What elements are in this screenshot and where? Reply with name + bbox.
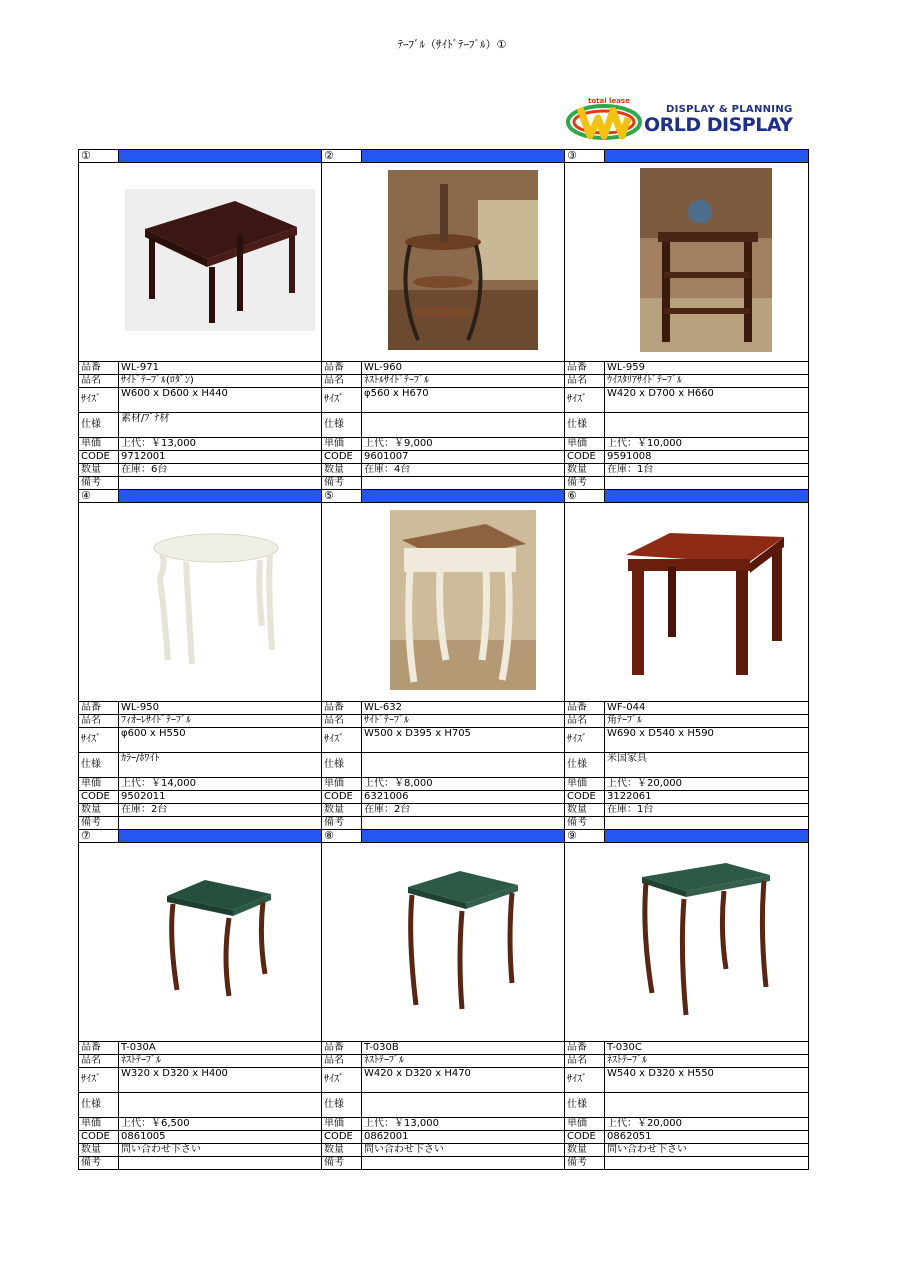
item-header-bar: [119, 830, 322, 843]
image-spacer: [565, 843, 605, 1042]
label-shiyou: 仕様: [79, 753, 119, 778]
item-notes-value: [119, 817, 322, 830]
world-display-logo: [566, 97, 806, 140]
label-hinban: 品番: [565, 702, 605, 715]
label-suuryou: 数量: [322, 464, 362, 477]
item-notes-value: [605, 1157, 809, 1170]
item-size-value: W540 x D320 x H550: [605, 1068, 809, 1093]
item-price-value: 上代：￥13,000: [119, 438, 322, 451]
label-size: ｻｲｽﾞ: [79, 388, 119, 413]
item-code-value: T-030B: [362, 1042, 565, 1055]
label-bikou: 備考: [565, 1157, 605, 1170]
label-shiyou: 仕様: [565, 753, 605, 778]
label-hinban: 品番: [79, 702, 119, 715]
label-suuryou: 数量: [565, 464, 605, 477]
item-quantity-value: 在庫：1台: [605, 464, 809, 477]
label-bikou: 備考: [79, 1157, 119, 1170]
item-size-value: W500 x D395 x H705: [362, 728, 565, 753]
product-image: [362, 843, 565, 1042]
label-tanka: 単価: [322, 778, 362, 791]
item-quantity-value: 在庫：1台: [605, 804, 809, 817]
label-hinban: 品番: [79, 362, 119, 375]
label-hinmei: 品名: [79, 375, 119, 388]
item-spec-value: [362, 753, 565, 778]
label-suuryou: 数量: [79, 1144, 119, 1157]
image-spacer: [565, 503, 605, 702]
label-tanka: 単価: [79, 438, 119, 451]
label-bikou: 備考: [565, 477, 605, 490]
item-code-value: WL-960: [362, 362, 565, 375]
image-spacer: [322, 163, 362, 362]
label-hinban: 品番: [322, 1042, 362, 1055]
label-tanka: 単価: [565, 778, 605, 791]
item-spec-value: 米国家具: [605, 753, 809, 778]
label-size: ｻｲｽﾞ: [565, 388, 605, 413]
item-quantity-value: 在庫：6台: [119, 464, 322, 477]
item-price-value: 上代：￥20,000: [605, 778, 809, 791]
item-header-bar: [119, 490, 322, 503]
label-shiyou: 仕様: [322, 413, 362, 438]
item-number: ①: [79, 150, 119, 163]
label-shiyou: 仕様: [565, 413, 605, 438]
item-size-value: W600 x D600 x H440: [119, 388, 322, 413]
label-suuryou: 数量: [565, 804, 605, 817]
item-code-value: WL-950: [119, 702, 322, 715]
item-notes-value: [605, 817, 809, 830]
logo-tagline: total lease: [588, 97, 630, 105]
label-shiyou: 仕様: [79, 1093, 119, 1118]
item-number: ⑥: [565, 490, 605, 503]
item-code-number: 6321006: [362, 791, 565, 804]
label-tanka: 単価: [322, 438, 362, 451]
item-spec-value: [605, 413, 809, 438]
item-number: ③: [565, 150, 605, 163]
label-hinban: 品番: [565, 362, 605, 375]
item-quantity-value: 在庫：2台: [362, 804, 565, 817]
label-hinmei: 品名: [79, 1055, 119, 1068]
dark-wood-square-table-image: [125, 189, 315, 335]
label-size: ｻｲｽﾞ: [322, 728, 362, 753]
label-code: CODE: [322, 1131, 362, 1144]
round-iron-side-table-image: [388, 170, 538, 354]
item-number: ⑨: [565, 830, 605, 843]
item-name-value: ｻｲﾄﾞﾃｰﾌﾞﾙ: [362, 715, 565, 728]
item-name-value: 角ﾃｰﾌﾞﾙ: [605, 715, 809, 728]
item-notes-value: [119, 477, 322, 490]
label-suuryou: 数量: [322, 804, 362, 817]
item-size-value: φ600 x H550: [119, 728, 322, 753]
product-table: [78, 149, 809, 1170]
label-code: CODE: [79, 1131, 119, 1144]
item-quantity-value: 在庫：4台: [362, 464, 565, 477]
item-header-bar: [362, 150, 565, 163]
item-name-value: ﾌｨｵｰﾚｻｲﾄﾞﾃｰﾌﾞﾙ: [119, 715, 322, 728]
label-suuryou: 数量: [79, 464, 119, 477]
label-hinmei: 品名: [322, 1055, 362, 1068]
white-wood-top-table-image: [390, 510, 536, 694]
item-code-value: WF-044: [605, 702, 809, 715]
item-name-value: ﾈｽﾄﾙｻｲﾄﾞﾃｰﾌﾞﾙ: [362, 375, 565, 388]
product-image: [605, 843, 809, 1042]
marble-nest-large-image: [640, 861, 772, 1023]
cherry-square-table-image: [618, 519, 794, 685]
item-number: ④: [79, 490, 119, 503]
item-spec-value: [362, 1093, 565, 1118]
item-code-number: 9712001: [119, 451, 322, 464]
label-tanka: 単価: [565, 1118, 605, 1131]
product-image: [119, 503, 322, 702]
item-number: ⑦: [79, 830, 119, 843]
image-spacer: [322, 503, 362, 702]
label-size: ｻｲｽﾞ: [322, 388, 362, 413]
label-shiyou: 仕様: [322, 753, 362, 778]
label-suuryou: 数量: [565, 1144, 605, 1157]
item-header-bar: [605, 490, 809, 503]
item-spec-value: [119, 1093, 322, 1118]
product-image: [119, 163, 322, 362]
label-tanka: 単価: [565, 438, 605, 451]
item-name-value: ﾈｽﾄﾃｰﾌﾞﾙ: [362, 1055, 565, 1068]
item-notes-value: [119, 1157, 322, 1170]
logo-top-text: DISPLAY & PLANNING: [666, 104, 793, 115]
item-quantity-value: 問い合わせ下さい: [605, 1144, 809, 1157]
item-name-value: ｻｲﾄﾞﾃｰﾌﾞﾙ(ﾛﾀﾞﾝ): [119, 375, 322, 388]
item-price-value: 上代：￥14,000: [119, 778, 322, 791]
label-shiyou: 仕様: [565, 1093, 605, 1118]
label-tanka: 単価: [322, 1118, 362, 1131]
shelf-side-table-image: [640, 168, 772, 356]
label-bikou: 備考: [322, 477, 362, 490]
label-shiyou: 仕様: [79, 413, 119, 438]
item-price-value: 上代：￥10,000: [605, 438, 809, 451]
item-name-value: ｳｲｽﾀﾘｱｻｲﾄﾞﾃｰﾌﾞﾙ: [605, 375, 809, 388]
label-hinban: 品番: [565, 1042, 605, 1055]
label-code: CODE: [565, 791, 605, 804]
item-code-number: 9591008: [605, 451, 809, 464]
label-bikou: 備考: [79, 817, 119, 830]
item-size-value: W420 x D320 x H470: [362, 1068, 565, 1093]
label-size: ｻｲｽﾞ: [79, 1068, 119, 1093]
item-header-bar: [119, 150, 322, 163]
item-number: ⑧: [322, 830, 362, 843]
item-name-value: ﾈｽﾄﾃｰﾌﾞﾙ: [605, 1055, 809, 1068]
item-spec-value: [362, 413, 565, 438]
item-size-value: W320 x D320 x H400: [119, 1068, 322, 1093]
product-image: [119, 843, 322, 1042]
page-title: ﾃｰﾌﾞﾙ（ｻｲﾄﾞﾃｰﾌﾞﾙ）①: [397, 38, 507, 51]
item-name-value: ﾈｽﾄﾃｰﾌﾞﾙ: [119, 1055, 322, 1068]
image-spacer: [322, 843, 362, 1042]
logo-main-text: ORLD DISPLAY: [644, 114, 793, 136]
marble-nest-medium-image: [404, 869, 522, 1015]
item-quantity-value: 問い合わせ下さい: [119, 1144, 322, 1157]
item-spec-value: [605, 1093, 809, 1118]
label-hinban: 品番: [322, 702, 362, 715]
label-bikou: 備考: [79, 477, 119, 490]
label-bikou: 備考: [565, 817, 605, 830]
item-price-value: 上代：￥8,000: [362, 778, 565, 791]
item-size-value: W690 x D540 x H590: [605, 728, 809, 753]
item-header-bar: [362, 490, 565, 503]
item-code-number: 9601007: [362, 451, 565, 464]
item-notes-value: [362, 1157, 565, 1170]
label-hinban: 品番: [322, 362, 362, 375]
label-hinmei: 品名: [565, 375, 605, 388]
label-shiyou: 仕様: [322, 1093, 362, 1118]
item-spec-value: ｶﾗｰ/ﾎﾜｲﾄ: [119, 753, 322, 778]
item-code-value: T-030A: [119, 1042, 322, 1055]
label-suuryou: 数量: [79, 804, 119, 817]
item-code-value: WL-971: [119, 362, 322, 375]
item-size-value: W420 x D700 x H660: [605, 388, 809, 413]
image-spacer: [79, 503, 119, 702]
item-code-value: T-030C: [605, 1042, 809, 1055]
label-size: ｻｲｽﾞ: [322, 1068, 362, 1093]
marble-nest-small-image: [165, 878, 275, 1006]
white-round-table-image: [150, 530, 290, 674]
label-size: ｻｲｽﾞ: [565, 1068, 605, 1093]
item-header-bar: [362, 830, 565, 843]
label-size: ｻｲｽﾞ: [565, 728, 605, 753]
label-code: CODE: [565, 1131, 605, 1144]
label-tanka: 単価: [79, 778, 119, 791]
item-number: ②: [322, 150, 362, 163]
label-code: CODE: [79, 791, 119, 804]
item-spec-value: 素材/ﾌﾞﾅ材: [119, 413, 322, 438]
item-notes-value: [362, 817, 565, 830]
item-price-value: 上代：￥6,500: [119, 1118, 322, 1131]
item-code-number: 0861005: [119, 1131, 322, 1144]
label-tanka: 単価: [79, 1118, 119, 1131]
label-code: CODE: [322, 791, 362, 804]
item-code-number: 3122061: [605, 791, 809, 804]
item-code-number: 0862001: [362, 1131, 565, 1144]
item-code-value: WL-959: [605, 362, 809, 375]
item-code-value: WL-632: [362, 702, 565, 715]
item-price-value: 上代：￥20,000: [605, 1118, 809, 1131]
label-code: CODE: [79, 451, 119, 464]
item-notes-value: [605, 477, 809, 490]
item-header-bar: [605, 150, 809, 163]
label-hinmei: 品名: [322, 375, 362, 388]
label-code: CODE: [565, 451, 605, 464]
label-suuryou: 数量: [322, 1144, 362, 1157]
image-spacer: [565, 163, 605, 362]
label-code: CODE: [322, 451, 362, 464]
item-size-value: φ560 x H670: [362, 388, 565, 413]
label-hinmei: 品名: [79, 715, 119, 728]
item-code-number: 9502011: [119, 791, 322, 804]
image-spacer: [79, 163, 119, 362]
label-hinmei: 品名: [565, 1055, 605, 1068]
product-image: [362, 163, 565, 362]
product-image: [362, 503, 565, 702]
item-quantity-value: 在庫：2台: [119, 804, 322, 817]
product-image: [605, 163, 809, 362]
item-quantity-value: 問い合わせ下さい: [362, 1144, 565, 1157]
label-bikou: 備考: [322, 1157, 362, 1170]
label-hinmei: 品名: [565, 715, 605, 728]
logo-w-icon: [566, 100, 642, 140]
item-number: ⑤: [322, 490, 362, 503]
item-notes-value: [362, 477, 565, 490]
label-size: ｻｲｽﾞ: [79, 728, 119, 753]
item-price-value: 上代：￥9,000: [362, 438, 565, 451]
label-hinban: 品番: [79, 1042, 119, 1055]
label-bikou: 備考: [322, 817, 362, 830]
item-code-number: 0862051: [605, 1131, 809, 1144]
image-spacer: [79, 843, 119, 1042]
item-header-bar: [605, 830, 809, 843]
product-image: [605, 503, 809, 702]
item-price-value: 上代：￥13,000: [362, 1118, 565, 1131]
label-hinmei: 品名: [322, 715, 362, 728]
